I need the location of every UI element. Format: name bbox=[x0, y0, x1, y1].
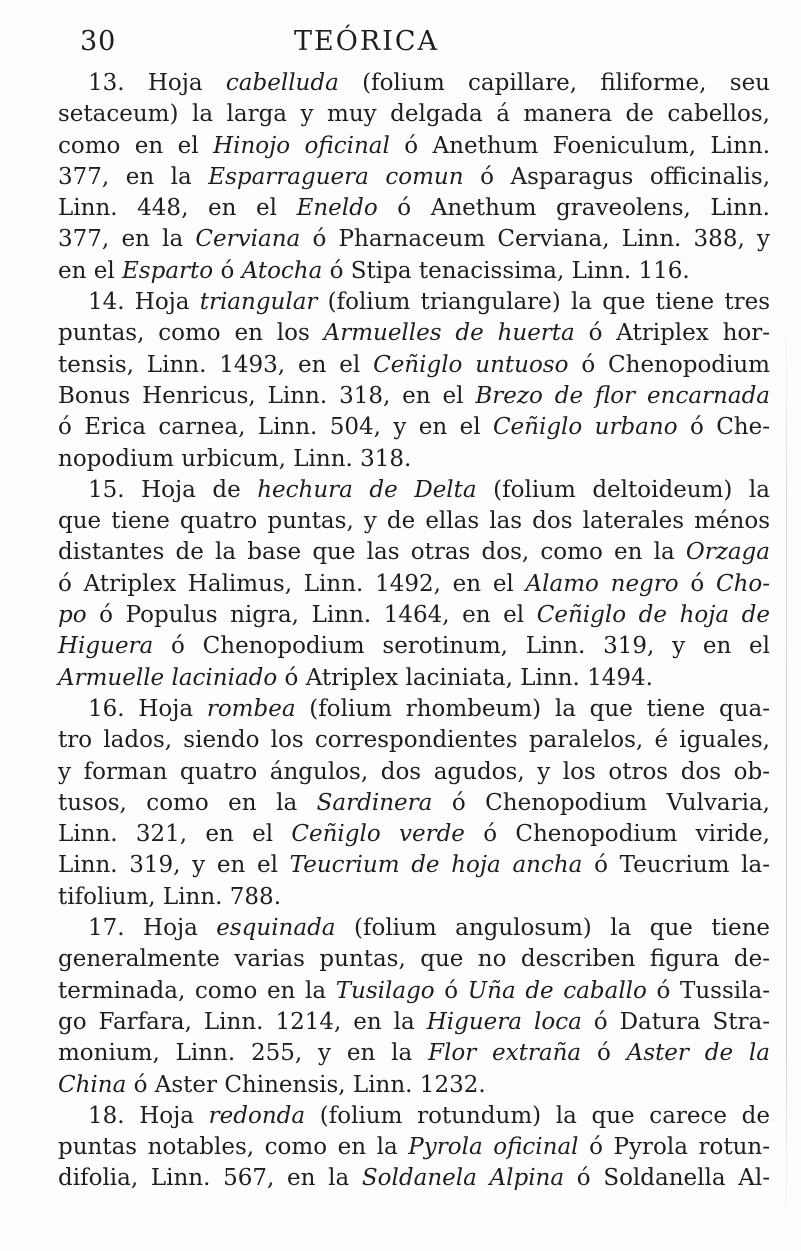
italic-term: Alamo negro bbox=[525, 570, 679, 597]
italic-term: Soldanela Alpina bbox=[361, 1165, 565, 1192]
text-run: ó Chenopodium bbox=[568, 351, 770, 378]
text-line bbox=[58, 350, 770, 381]
text-run: en el bbox=[58, 257, 123, 284]
text-run: 377, en la bbox=[58, 226, 196, 253]
text-run: puntas notables, como en la bbox=[58, 1134, 409, 1161]
italic-term: Teucrium de hoja ancha bbox=[289, 852, 583, 879]
italic-term: cabelluda bbox=[225, 70, 339, 96]
text-run: tusos, como en la bbox=[58, 789, 317, 816]
text-run: (folium triangulare) la que tiene tres bbox=[317, 289, 770, 316]
italic-term: Uña de caballo bbox=[467, 977, 647, 1004]
text-run: 18. Hoja bbox=[88, 1102, 209, 1129]
text-run: ó Chenopodium viride, bbox=[464, 821, 770, 848]
text-line bbox=[58, 99, 770, 130]
text-line bbox=[58, 444, 770, 475]
text-line bbox=[58, 1038, 770, 1069]
text-run: puntas, como en los bbox=[58, 320, 324, 347]
italic-term: redonda bbox=[208, 1102, 306, 1129]
italic-term: Hinojo oficinal bbox=[213, 132, 390, 159]
text-run: ó bbox=[213, 257, 242, 284]
text-run: ó Pyrola rotun- bbox=[578, 1134, 770, 1161]
text-run: ó Teucrium la- bbox=[582, 852, 770, 879]
italic-term: Cerviana bbox=[195, 226, 301, 253]
text-run: ó bbox=[581, 1040, 627, 1067]
text-run: ó Erica carnea, Linn. 504, y en el bbox=[58, 414, 493, 441]
page-edge-shadow bbox=[786, 320, 787, 1220]
text-line bbox=[58, 1070, 770, 1101]
text-line bbox=[58, 882, 770, 913]
text-run: go Farfara, Linn. 1214, en la bbox=[58, 1008, 427, 1035]
italic-term: China bbox=[58, 1071, 127, 1098]
text-run: tifolium, Linn. 788. bbox=[58, 883, 282, 910]
text-run: ó Asparagus officinalis, bbox=[463, 163, 771, 190]
text-run: ó Anethum Foeniculum, Linn. bbox=[389, 132, 771, 159]
text-run: ó Atriplex laciniata, Linn. 1494. bbox=[277, 664, 653, 691]
text-line bbox=[58, 1007, 770, 1038]
italic-term: Higuera loca bbox=[426, 1008, 582, 1035]
text-line bbox=[58, 976, 770, 1007]
text-run: ó Soldanella Al- bbox=[564, 1165, 770, 1192]
italic-term: Esparraguera comun bbox=[208, 163, 464, 190]
italic-term: po bbox=[58, 602, 87, 629]
text-line bbox=[58, 725, 770, 756]
text-line bbox=[58, 193, 770, 224]
text-run: 377, en la bbox=[58, 163, 209, 190]
body-text bbox=[58, 68, 770, 1195]
text-run: terminada, como en la bbox=[58, 977, 336, 1004]
text-run: generalmente varias puntas, que no describen figura de- bbox=[58, 946, 770, 973]
italic-term: Ceñiglo de hoja de bbox=[536, 602, 770, 629]
italic-term: rombea bbox=[206, 695, 296, 722]
text-run: ó Aster Chinensis, Linn. 1232. bbox=[126, 1071, 486, 1098]
text-run: ó Tussila- bbox=[646, 977, 770, 1004]
italic-term: Ceñiglo untuoso bbox=[373, 351, 569, 378]
italic-term: Tusilago bbox=[335, 977, 435, 1004]
text-run: ó bbox=[434, 977, 468, 1004]
text-line bbox=[58, 475, 770, 506]
italic-term: Atocha bbox=[241, 257, 323, 284]
text-line bbox=[58, 850, 770, 881]
italic-term: Eneldo bbox=[296, 195, 378, 222]
text-line bbox=[58, 506, 770, 537]
text-run: ó Populus nigra, Linn. 1464, en el bbox=[86, 602, 537, 629]
text-line bbox=[58, 913, 770, 944]
text-run: Bonus Henricus, Linn. 318, en el bbox=[58, 382, 476, 409]
text-run: como en el bbox=[58, 132, 214, 159]
text-line bbox=[58, 224, 770, 255]
text-run: (folium rhombeum) la que tiene qua- bbox=[295, 695, 770, 722]
text-line bbox=[58, 600, 770, 631]
text-run: Linn. 319, y en el bbox=[58, 852, 290, 879]
text-line bbox=[58, 819, 770, 850]
italic-term: hechura de Delta bbox=[257, 476, 477, 503]
text-line bbox=[58, 694, 770, 725]
text-run: ó Chenopodium Vulvaria, bbox=[432, 789, 770, 816]
italic-term: triangular bbox=[199, 289, 318, 316]
italic-term: Armuelles de huerta bbox=[323, 320, 575, 347]
text-run: ó Stipa tenacissima, Linn. 116. bbox=[322, 257, 690, 284]
text-line bbox=[58, 944, 770, 975]
text-run: 13. Hoja bbox=[88, 70, 226, 96]
text-line bbox=[58, 788, 770, 819]
italic-term: Aster de la bbox=[626, 1040, 770, 1067]
text-run: (folium angulosum) la que tiene bbox=[335, 915, 770, 942]
text-line bbox=[58, 1163, 770, 1194]
italic-term: Sardinera bbox=[316, 789, 433, 816]
text-run: setaceum) la larga y muy delgada á manera de cabellos, bbox=[58, 101, 770, 128]
text-run: ó bbox=[678, 570, 716, 597]
italic-term: Esparto bbox=[122, 257, 214, 284]
text-run: 15. Hoja de bbox=[88, 476, 258, 503]
text-run: difolia, Linn. 567, en la bbox=[58, 1165, 362, 1192]
text-line bbox=[58, 287, 770, 318]
text-run: ó Chenopodium serotinum, Linn. 319, y en el bbox=[153, 633, 770, 660]
text-run: ó Datura Stra- bbox=[581, 1008, 770, 1035]
text-run: ó Che- bbox=[677, 414, 770, 441]
text-line bbox=[58, 537, 770, 568]
text-line bbox=[58, 412, 770, 443]
page-number: 30 bbox=[80, 26, 117, 57]
text-line bbox=[58, 68, 770, 99]
text-run: Linn. 321, en el bbox=[58, 821, 292, 848]
italic-term: Flor extraña bbox=[428, 1040, 582, 1067]
text-run: (folium capillare, filiforme, seu bbox=[338, 70, 770, 96]
italic-term: Higuera bbox=[58, 633, 154, 660]
italic-term: Cho- bbox=[715, 570, 770, 597]
italic-term: esquinada bbox=[216, 915, 336, 942]
text-run: ó Atriplex hor- bbox=[574, 320, 771, 347]
text-run: que tiene quatro puntas, y de ellas las dos laterales ménos bbox=[58, 508, 770, 535]
text-line bbox=[58, 318, 770, 349]
text-run: (folium rotundum) la que carece de bbox=[305, 1102, 770, 1129]
italic-term: Ceñiglo verde bbox=[291, 821, 465, 848]
text-line bbox=[58, 1101, 770, 1132]
text-run: (folium deltoideum) la bbox=[476, 476, 770, 503]
italic-term: Brezo de flor encarnada bbox=[475, 382, 771, 409]
text-run: Linn. 448, en el bbox=[58, 195, 297, 222]
text-run: tro lados, siendo los correspondientes paralelos, é iguales, bbox=[58, 727, 770, 754]
italic-term: Ceñiglo urbano bbox=[492, 414, 678, 441]
text-run: nopodium urbicum, Linn. 318. bbox=[58, 445, 412, 472]
italic-term: Armuelle laciniado bbox=[58, 664, 278, 691]
text-run: ó Pharnaceum Cerviana, Linn. 388, y bbox=[300, 226, 770, 253]
text-run: y forman quatro ángulos, dos agudos, y los otros dos ob- bbox=[58, 758, 770, 785]
running-title: TEÓRICA bbox=[294, 26, 440, 57]
text-run: 17. Hoja bbox=[88, 915, 217, 942]
text-run: ó Atriplex Halimus, Linn. 1492, en el bbox=[58, 570, 526, 597]
italic-term: Orzaga bbox=[685, 539, 770, 566]
text-line bbox=[58, 256, 770, 287]
text-line bbox=[58, 663, 770, 694]
text-run: 16. Hoja bbox=[88, 695, 207, 722]
text-run: ó Anethum graveolens, Linn. bbox=[377, 195, 770, 222]
text-line bbox=[58, 631, 770, 662]
text-run: distantes de la base que las otras dos, como en la bbox=[58, 539, 686, 566]
text-line bbox=[58, 131, 770, 162]
text-line bbox=[58, 757, 770, 788]
text-run: tensis, Linn. 1493, en el bbox=[58, 351, 374, 378]
text-line bbox=[58, 569, 770, 600]
running-head bbox=[80, 26, 721, 66]
italic-term: Pyrola oficinal bbox=[408, 1134, 579, 1161]
text-line bbox=[58, 1132, 770, 1163]
text-run: 14. Hoja bbox=[88, 289, 200, 316]
text-line bbox=[58, 162, 770, 193]
text-run: monium, Linn. 255, y en la bbox=[58, 1040, 429, 1067]
text-line bbox=[58, 381, 770, 412]
